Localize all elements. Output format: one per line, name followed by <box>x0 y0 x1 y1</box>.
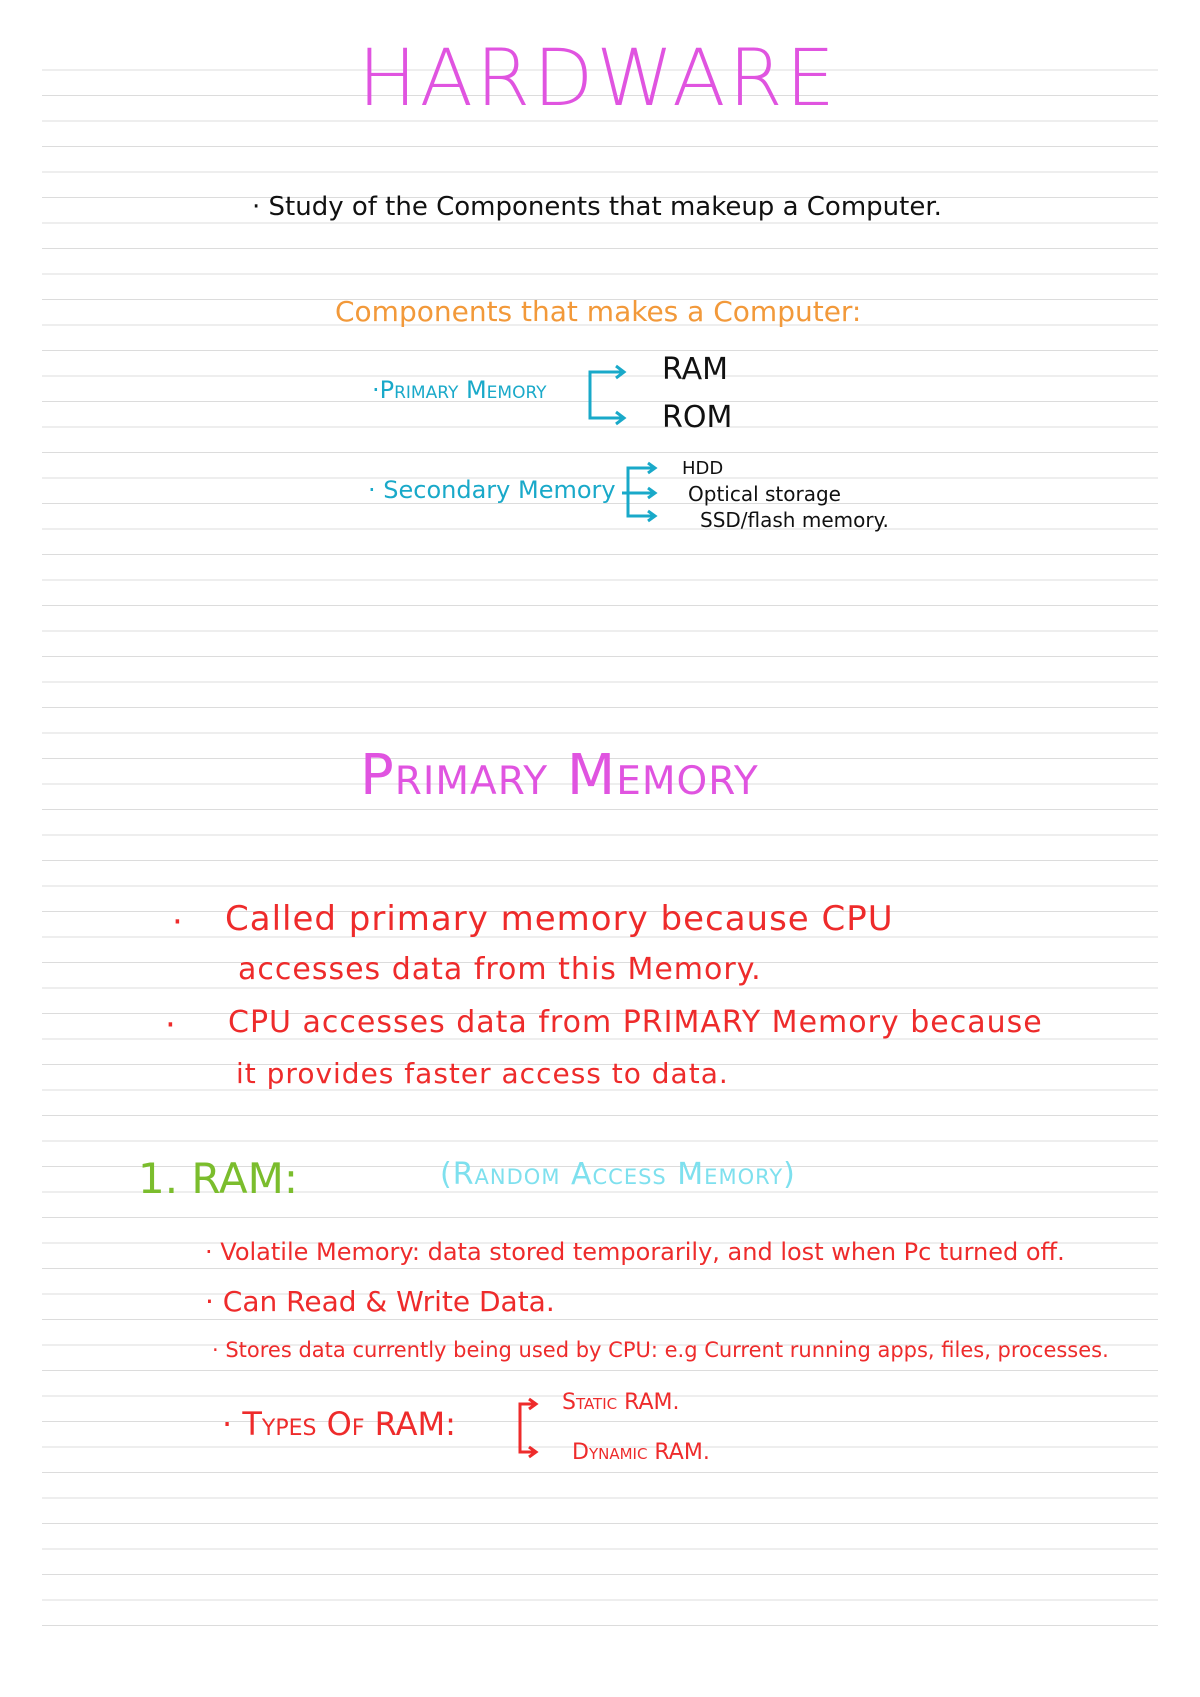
ram-type-dynamic: Dynamic RAM. <box>572 1440 710 1465</box>
ram-bullet-1: · Volatile Memory: data stored temporarily, and lost when Pc turned off. <box>205 1238 1065 1266</box>
branch-arrow-icon <box>582 360 652 430</box>
section-title-primary-memory: Primary Memory <box>360 743 759 808</box>
bullet-dot: · <box>172 902 183 942</box>
primary-item-rom: ROM <box>662 400 733 435</box>
primary-item-ram: RAM <box>662 352 729 387</box>
ram-bullet-3: · Stores data currently being used by CPU: e.g Current running apps, files, processes. <box>212 1338 1109 1362</box>
primary-bullet-2-line-1: CPU accesses data from PRIMARY Memory because <box>228 1005 1043 1040</box>
ram-heading: 1. RAM: <box>138 1154 299 1203</box>
primary-bullet-1-line-1: Called primary memory because CPU <box>225 899 894 939</box>
primary-bullet-2-line-2: it provides faster access to data. <box>236 1057 729 1090</box>
ram-bullet-2: · Can Read & Write Data. <box>205 1285 555 1318</box>
ram-type-static: Static RAM. <box>562 1390 680 1415</box>
primary-memory-label: ·Primary Memory <box>372 376 547 404</box>
bullet-dot: · <box>165 1005 176 1045</box>
primary-bullet-1-line-2: accesses data from this Memory. <box>238 952 762 987</box>
secondary-item-optical: Optical storage <box>688 482 841 506</box>
ram-expansion: (Random Access Memory) <box>440 1157 796 1192</box>
branch-arrow-icon <box>510 1392 550 1462</box>
page-title: HARDWARE <box>358 34 838 124</box>
ram-types-label: · Types Of RAM: <box>222 1405 456 1443</box>
secondary-item-ssd: SSD/flash memory. <box>700 508 889 532</box>
components-heading: Components that makes a Computer: <box>335 295 862 328</box>
branch-arrow-icon <box>620 458 680 528</box>
intro-text: · Study of the Components that makeup a Computer. <box>252 192 942 222</box>
secondary-memory-label: · Secondary Memory <box>368 476 616 504</box>
secondary-item-hdd: HDD <box>682 458 724 479</box>
